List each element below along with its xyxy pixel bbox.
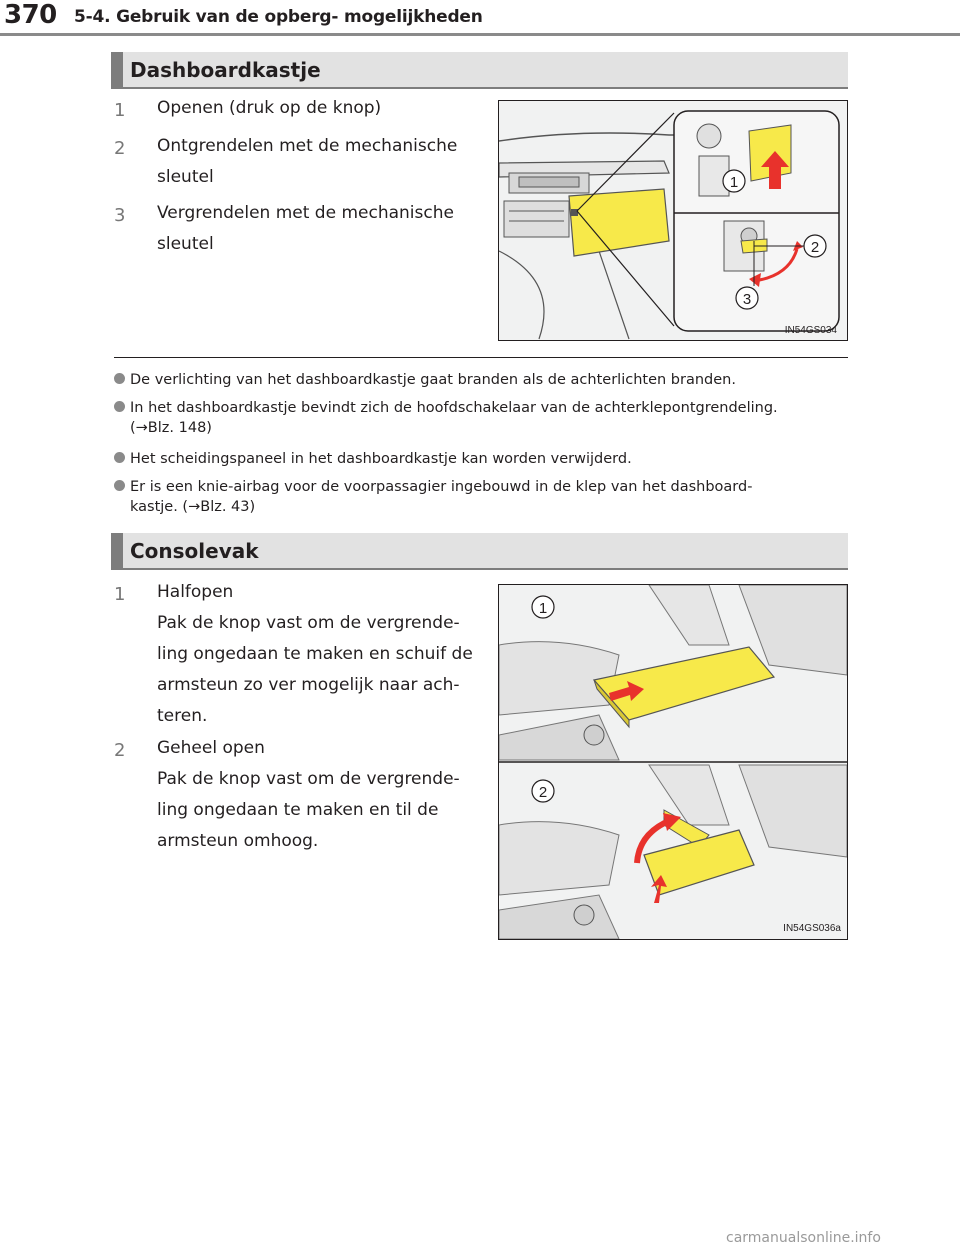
header-rule [0,33,960,36]
section-heading-dashboardkastje [111,52,848,89]
image-code: IN54GS034 [784,325,837,336]
note-text: Het scheidingspaneel in het dashboardkastje kan worden verwijderd. [130,451,632,467]
callout-label: 1 [729,174,739,191]
callout-label: 3 [742,291,752,308]
callout-label: 2 [810,239,820,256]
chapter-title: 5-4. Gebruik van de opberg- mogelijkheden [74,7,483,27]
section-heading-consolevak [111,533,848,570]
callout-label: 2 [538,784,548,801]
note-text: In het dashboardkastje bevindt zich de hoofdschakelaar van de achterklepontgrendeling. (→Blz. 148) [130,400,778,436]
section-separator [114,357,848,358]
step-number: 3 [114,205,126,226]
page-number: 370 [4,0,57,30]
bullet-icon [114,480,125,491]
section-title: Dashboardkastje [130,58,321,82]
step-number: 1 [114,584,126,605]
step-number: 2 [114,740,126,761]
note-text: Er is een knie-airbag voor de voorpassagier ingebouwd in de klep van het dashboard- kastje. (→Blz. 43) [130,479,753,515]
bullet-icon [114,452,125,463]
step-text: Openen (druk op de knop) [157,98,382,118]
bullet-icon [114,401,125,412]
step-number: 1 [114,100,126,121]
bullet-icon [114,373,125,384]
image-code: IN54GS036a [783,923,841,934]
glovebox-illustration [498,100,848,341]
section-title: Consolevak [130,539,259,563]
step-text: Geheel open Pak de knop vast om de vergrende- ling ongedaan te maken en til de armsteun omhoog. [157,738,460,851]
step-text: Vergrendelen met de mechanische sleutel [157,203,454,254]
callout-label: 1 [538,600,548,617]
step-text: Halfopen Pak de knop vast om de vergrende- ling ongedaan te maken en schuif de armsteun zo ver mogelijk naar ach- teren. [157,582,473,726]
watermark: carmanualsonline.info [726,1230,881,1246]
note-text: De verlichting van het dashboardkastje gaat branden als de achterlichten branden. [130,372,736,388]
step-number: 2 [114,138,126,159]
console-illustration [498,584,848,940]
step-text: Ontgrendelen met de mechanische sleutel [157,136,458,187]
